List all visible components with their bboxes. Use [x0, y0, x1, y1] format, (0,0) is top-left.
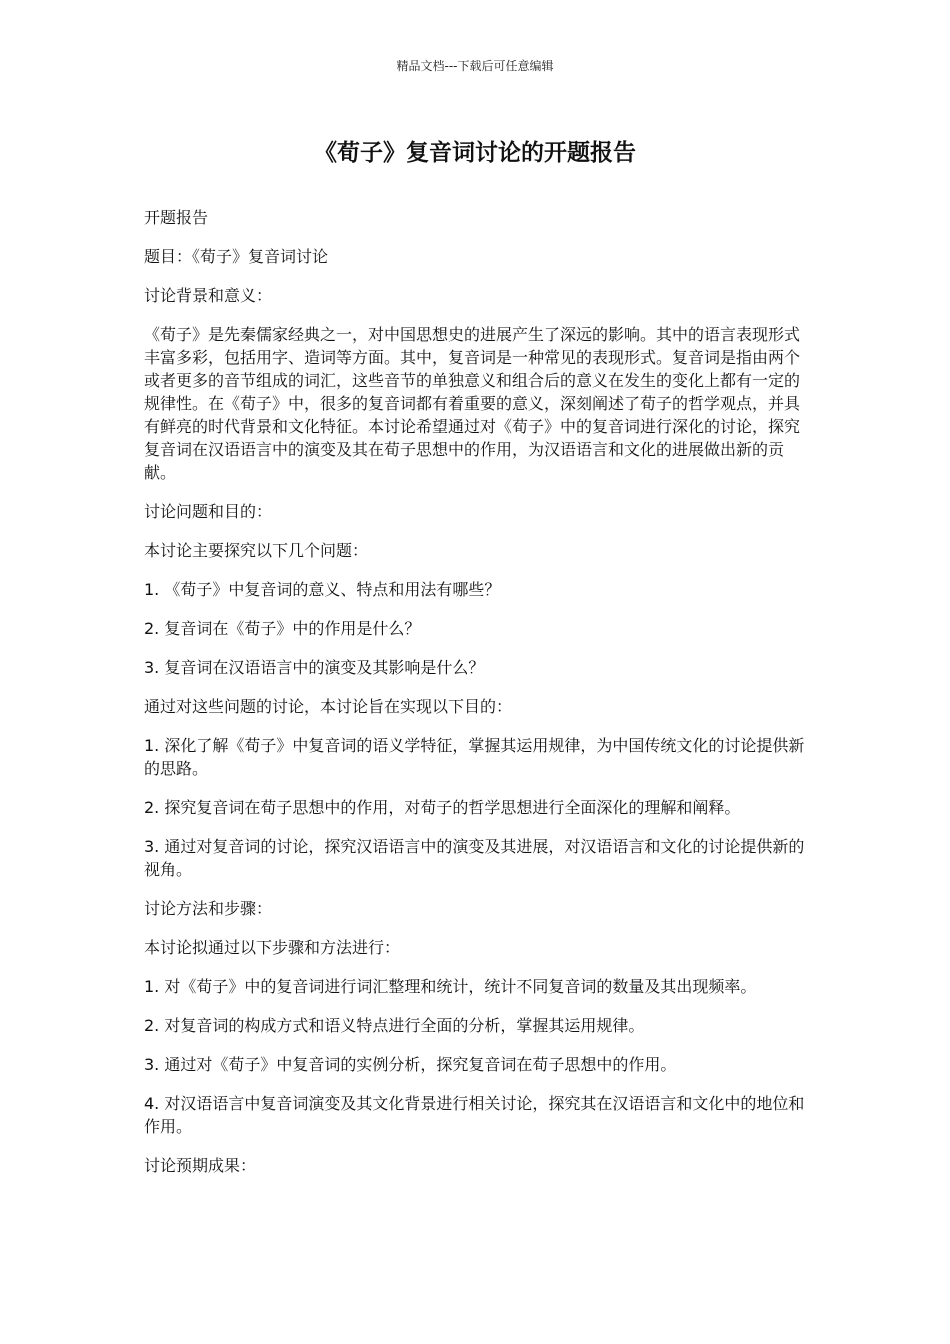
list-item-method-2: 2. 对复音词的构成方式和语义特点进行全面的分析，掌握其运用规律。	[144, 1016, 645, 1035]
list-item-method-3: 3. 通过对《荀子》中复音词的实例分析，探究复音词在荀子思想中的作用。	[144, 1055, 677, 1074]
paragraph-topic: 题目：《荀子》复音词讨论	[144, 247, 329, 266]
document-body	[144, 206, 814, 1193]
heading-background: 讨论背景和意义：	[144, 286, 273, 305]
heading-questions: 讨论问题和目的：	[144, 502, 273, 521]
list-item-goal-1: 1. 深化了解《荀子》中复音词的语义学特征，掌握其运用规律，为中国传统文化的讨论提供新的思路。	[144, 736, 805, 778]
paragraph-report-label: 开题报告	[144, 208, 209, 227]
paragraph-questions-intro: 本讨论主要探究以下几个问题：	[144, 541, 369, 560]
list-item-goal-3: 3. 通过对复音词的讨论，探究汉语语言中的演变及其进展，对汉语语言和文化的讨论提供新的视角。	[144, 837, 805, 879]
list-item-question-3: 3. 复音词在汉语语言中的演变及其影响是什么？	[144, 658, 485, 677]
list-item-goal-2: 2. 探究复音词在荀子思想中的作用，对荀子的哲学思想进行全面深化的理解和阐释。	[144, 798, 741, 817]
heading-methods: 讨论方法和步骤：	[144, 899, 273, 918]
list-item-method-4: 4. 对汉语语言中复音词演变及其文化背景进行相关讨论，探究其在汉语语言和文化中的地位和作用。	[144, 1094, 805, 1136]
list-item-question-2: 2. 复音词在《荀子》中的作用是什么？	[144, 619, 421, 638]
list-item-method-1: 1. 对《荀子》中的复音词进行词汇整理和统计，统计不同复音词的数量及其出现频率。	[144, 977, 757, 996]
document-title: 《荀子》复音词讨论的开题报告	[314, 140, 636, 166]
paragraph-goals-intro: 通过对这些问题的讨论，本讨论旨在实现以下目的：	[144, 697, 513, 716]
list-item-question-1: 1. 《荀子》中复音词的意义、特点和用法有哪些？	[144, 580, 501, 599]
paragraph-methods-intro: 本讨论拟通过以下步骤和方法进行：	[144, 938, 401, 957]
paragraph-background: 《荀子》是先秦儒家经典之一，对中国思想史的进展产生了深远的影响。其中的语言表现形式丰富多彩，包括用字、造词等方面。其中，复音词是一种常见的表现形式。复音词是指由两个或者更多的音节组成的词汇，这些音节的单独意义和组合后的意义在发生的变化上都有一定的规律性。在《荀子》中，很多的复音词都有着重要的意义，深刻阐述了荀子的哲学观点，并具有鲜亮的时代背景和文化特征。本讨论希望通过对《荀子》中的复音词进行深化的讨论，探究复音词在汉语语言中的演变及其在荀子思想中的作用，为汉语语言和文化的进展做出新的贡献。	[144, 325, 801, 482]
header-note: 精品文档---下载后可任意编辑	[396, 59, 554, 73]
heading-expected-results: 讨论预期成果：	[144, 1156, 257, 1175]
